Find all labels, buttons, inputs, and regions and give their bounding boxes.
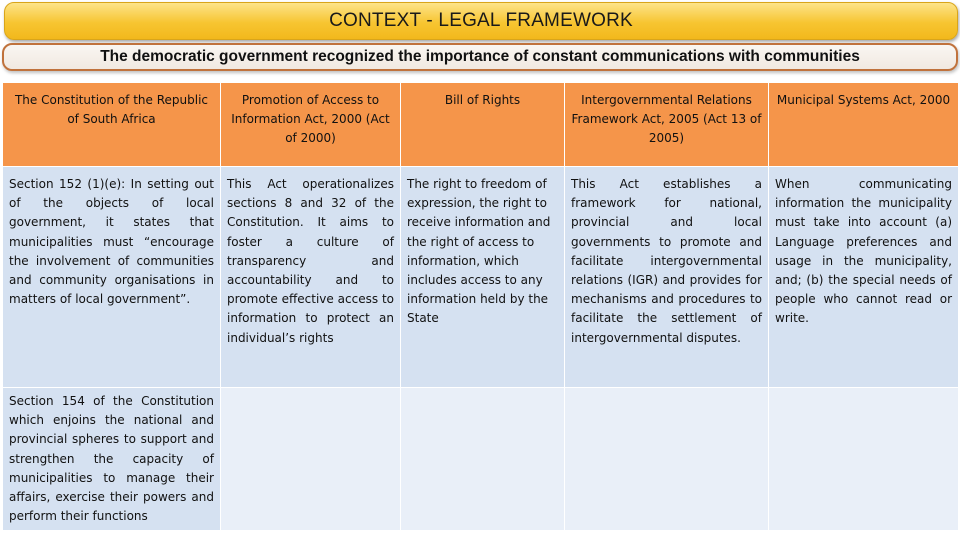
column-header-constitution: The Constitution of the Republic of South Africa <box>3 83 221 167</box>
cell-paia-description: This Act operationalizes sections 8 and 32 of the Constitution. It aims to foster a culture of transparency and accountability and to promote effective access to information to protect an individual’s rights <box>221 167 401 388</box>
empty-cell <box>565 388 769 531</box>
table-row <box>3 388 959 531</box>
empty-cell <box>401 388 565 531</box>
column-header-paia: Promotion of Access to Information Act, 2000 (Act of 2000) <box>221 83 401 167</box>
column-header-igr-act: Intergovernmental Relations Framework Act, 2005 (Act 13 of 2005) <box>565 83 769 167</box>
legal-framework-table <box>2 82 959 531</box>
cell-bill-of-rights-description: The right to freedom of expression, the right to receive information and the right of access to information, which includes access to any information held by the State <box>401 167 565 388</box>
cell-constitution-section-152: Section 152 (1)(e): In setting out of the objects of local government, it states that municipalities must “encourage the involvement of communities and community organisations in matters of local government”. <box>3 167 221 388</box>
table-row <box>3 167 959 388</box>
cell-constitution-section-154: Section 154 of the Constitution which enjoins the national and provincial spheres to support and strengthen the capacity of municipalities to manage their affairs, exercise their powers and perform their functions <box>3 388 221 531</box>
table-header-row <box>3 83 959 167</box>
empty-cell <box>221 388 401 531</box>
column-header-municipal-systems-act: Municipal Systems Act, 2000 <box>769 83 959 167</box>
cell-igr-act-description: This Act establishes a framework for national, provincial and local governments to promote and facilitate intergovernmental relations (IGR) and provides for mechanisms and procedures to facilitate the settlement of intergovernmental disputes. <box>565 167 769 388</box>
column-header-bill-of-rights: Bill of Rights <box>401 83 565 167</box>
page-subtitle: The democratic government recognized the importance of constant communications with communities <box>100 48 860 65</box>
empty-cell <box>769 388 959 531</box>
subtitle-banner <box>2 43 958 71</box>
page-title: CONTEXT - LEGAL FRAMEWORK <box>329 10 633 31</box>
title-banner <box>4 2 958 40</box>
cell-municipal-systems-act-description: When communicating information the municipality must take into account (a) Language preferences and usage in the municipality, and; (b) the special needs of people who cannot read or write. <box>769 167 959 388</box>
